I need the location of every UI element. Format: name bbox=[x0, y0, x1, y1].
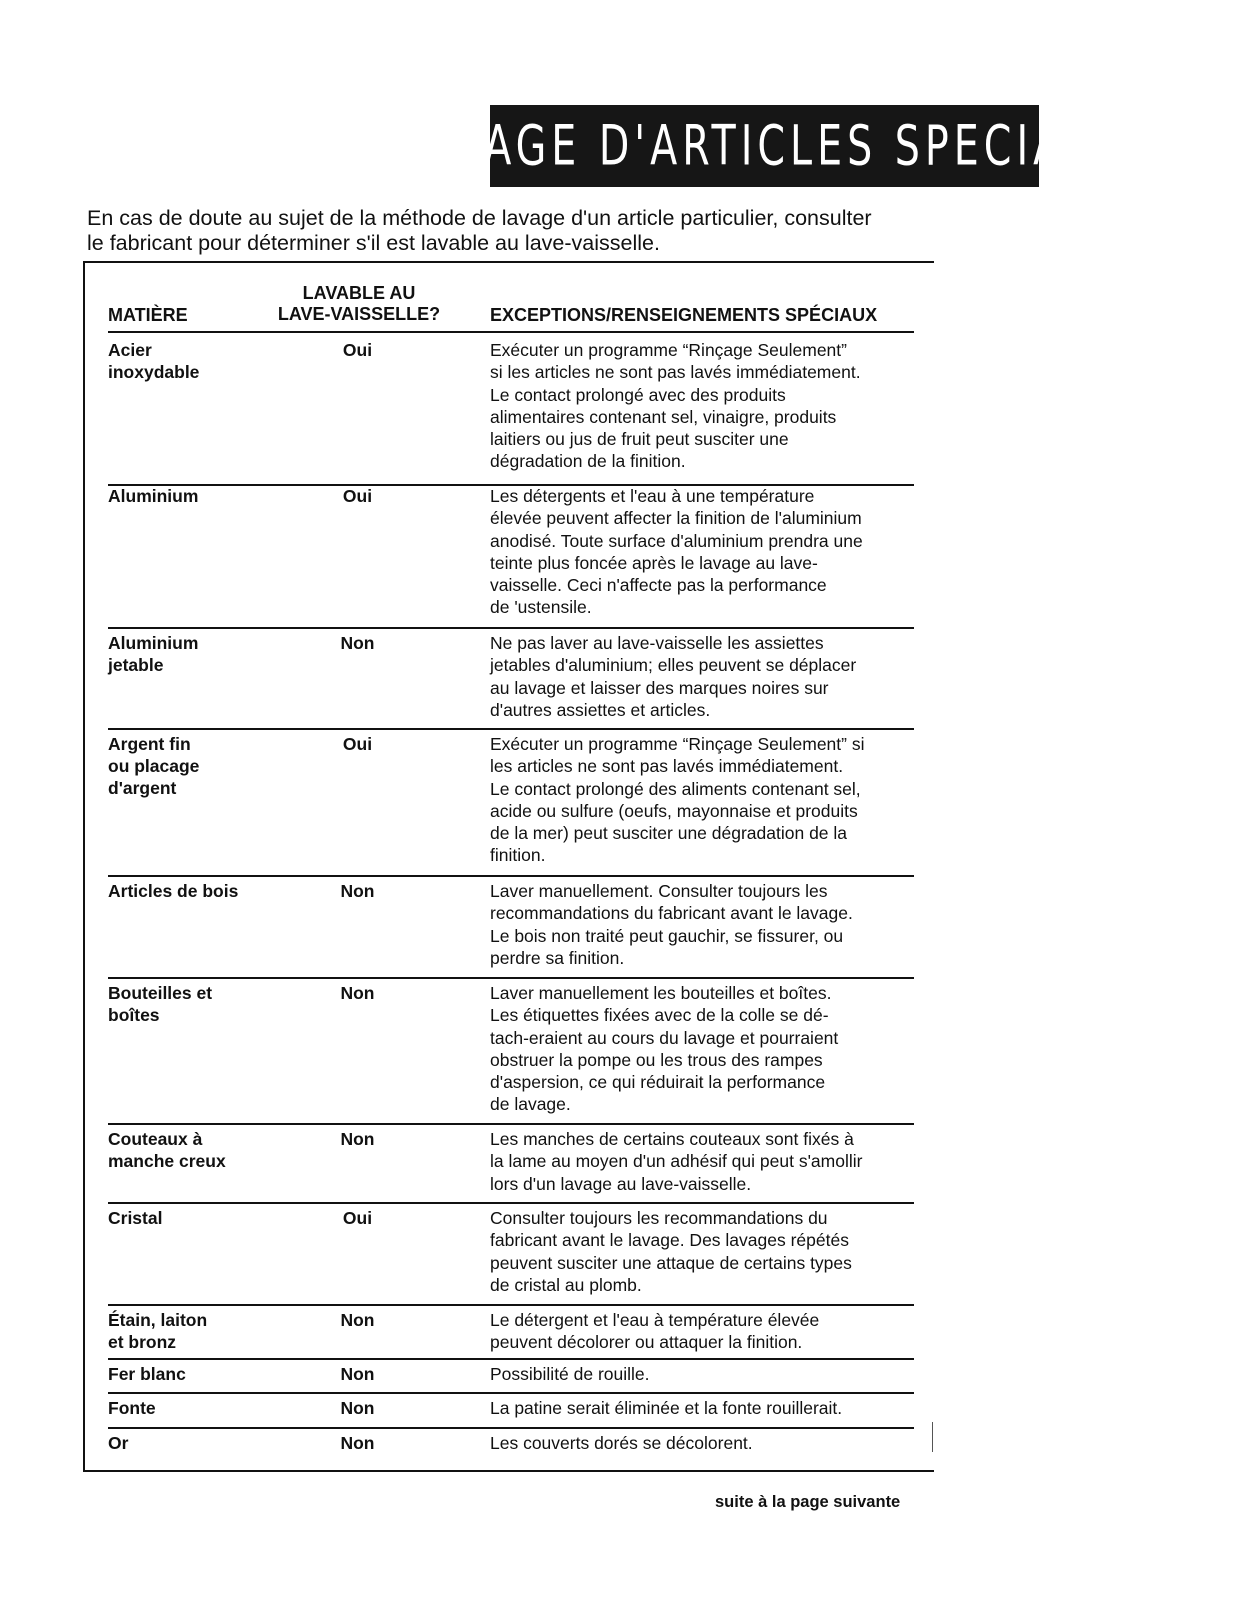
info-line: Possibilité de rouille. bbox=[490, 1364, 650, 1384]
row-divider bbox=[108, 1202, 914, 1204]
info-line: obstruer la pompe ou les trous des rampes bbox=[490, 1049, 823, 1070]
material-line: Cristal bbox=[108, 1208, 163, 1228]
material-line: Acier bbox=[108, 340, 152, 360]
info-line: lors d'un lavage au lave-vaisselle. bbox=[490, 1173, 752, 1194]
row-material bbox=[108, 632, 308, 676]
info-line: Exécuter un programme “Rinçage Seulement” si bbox=[490, 734, 865, 754]
intro-paragraph bbox=[87, 206, 987, 256]
material-line: Couteaux à bbox=[108, 1129, 203, 1149]
row-info bbox=[490, 485, 920, 619]
info-line: de cristal au plomb. bbox=[490, 1274, 642, 1295]
row-washable: Non bbox=[340, 881, 375, 901]
table-frame-top bbox=[83, 261, 934, 263]
material-line: manche creux bbox=[108, 1151, 226, 1171]
info-line: d'autres assiettes et articles. bbox=[490, 699, 711, 720]
info-line: de lavage. bbox=[490, 1094, 571, 1115]
info-line: Laver manuellement les bouteilles et boîtes. bbox=[490, 983, 832, 1003]
info-line: fabricant avant le lavage. Des lavages répétés bbox=[490, 1230, 849, 1251]
row-info bbox=[490, 733, 920, 867]
row-washable: Non bbox=[340, 1310, 375, 1330]
material-line: Fonte bbox=[108, 1398, 156, 1418]
info-line: Le détergent et l'eau à température élevée bbox=[490, 1310, 820, 1330]
row-material bbox=[108, 1397, 308, 1419]
info-line: finition. bbox=[490, 845, 546, 866]
info-line: au lavage et laisser des marques noires sur bbox=[490, 677, 829, 698]
info-line: teinte plus foncée après le lavage au lave- bbox=[490, 552, 818, 573]
info-line: Exécuter un programme “Rinçage Seulement” bbox=[490, 340, 847, 360]
row-material bbox=[108, 982, 308, 1026]
material-line: ou placage bbox=[108, 756, 200, 776]
row-washable: Non bbox=[340, 983, 375, 1003]
row-divider bbox=[108, 1427, 914, 1429]
material-line: Bouteilles et bbox=[108, 983, 213, 1003]
row-divider bbox=[108, 728, 914, 730]
continued-note: suite à la page suivante bbox=[715, 1493, 901, 1511]
info-line: alimentaires contenant sel, vinaigre, produits bbox=[490, 406, 837, 427]
info-line: recommandations du fabricant avant le lavage. bbox=[490, 903, 853, 924]
info-line: laitiers ou jus de fruit peut susciter une bbox=[490, 429, 789, 450]
row-material bbox=[108, 485, 308, 507]
material-line: Fer blanc bbox=[108, 1364, 186, 1384]
info-line: Les étiquettes fixées avec de la colle se dé- bbox=[490, 1005, 829, 1026]
info-line: Les détergents et l'eau à une température bbox=[490, 486, 815, 506]
info-line: acide ou sulfure (oeufs, mayonnaise et produits bbox=[490, 800, 858, 821]
material-line: Argent fin bbox=[108, 734, 191, 754]
header-washable-line: LAVABLE AU bbox=[302, 283, 416, 303]
row-material bbox=[108, 1309, 308, 1353]
row-material bbox=[108, 1363, 308, 1385]
info-line: Le bois non traité peut gauchir, se fissurer, ou bbox=[490, 925, 844, 946]
row-washable: Non bbox=[340, 1129, 375, 1149]
info-line: anodisé. Toute surface d'aluminium prendra une bbox=[490, 530, 863, 551]
row-info bbox=[490, 1309, 920, 1354]
info-line: Consulter toujours les recommandations du bbox=[490, 1208, 828, 1228]
info-line: d'aspersion, ce qui réduirait la performance bbox=[490, 1072, 826, 1093]
material-line: Or bbox=[108, 1433, 129, 1453]
header-washable-line: LAVE-VAISSELLE? bbox=[277, 304, 441, 324]
row-info bbox=[490, 1432, 920, 1454]
row-info bbox=[490, 982, 920, 1116]
row-divider bbox=[108, 977, 914, 979]
material-line: inoxydable bbox=[108, 362, 200, 382]
info-line: La patine serait éliminée et la fonte rouillerait. bbox=[490, 1398, 843, 1418]
row-info bbox=[490, 632, 920, 721]
row-divider bbox=[108, 1358, 914, 1360]
info-line: Le contact prolongé avec des produits bbox=[490, 384, 786, 405]
row-divider bbox=[108, 875, 914, 877]
row-info bbox=[490, 1397, 920, 1419]
info-line: Ne pas laver au lave-vaisselle les assiettes bbox=[490, 633, 824, 653]
table-frame-bottom bbox=[83, 1470, 934, 1472]
material-line: jetable bbox=[108, 655, 164, 675]
info-line: perdre sa finition. bbox=[490, 947, 625, 968]
info-line: Les manches de certains couteaux sont fixés à bbox=[490, 1129, 854, 1149]
info-line: Les couverts dorés se décolorent. bbox=[490, 1433, 753, 1453]
material-line: Aluminium bbox=[108, 633, 199, 653]
row-info bbox=[490, 1363, 920, 1385]
row-washable: Oui bbox=[342, 340, 373, 360]
header-material: MATIÈRE bbox=[108, 305, 188, 325]
info-line: de la mer) peut susciter une dégradation de la bbox=[490, 823, 848, 844]
row-material bbox=[108, 1432, 308, 1454]
info-line: peuvent susciter une attaque de certains types bbox=[490, 1252, 852, 1273]
info-line: Laver manuellement. Consulter toujours les bbox=[490, 881, 828, 901]
row-divider bbox=[108, 1304, 914, 1306]
header-washable bbox=[268, 283, 450, 325]
row-divider bbox=[108, 627, 914, 629]
page-title: LAVAGE D'ARTICLES SPECIAUX bbox=[397, 114, 1132, 178]
row-material bbox=[108, 1207, 308, 1229]
info-line: dégradation de la finition. bbox=[490, 451, 686, 472]
material-line: d'argent bbox=[108, 778, 177, 798]
row-material bbox=[108, 880, 308, 902]
table-frame-left bbox=[83, 261, 85, 1472]
row-washable: Non bbox=[340, 1364, 375, 1384]
row-washable: Non bbox=[340, 1433, 375, 1453]
row-material bbox=[108, 1128, 308, 1172]
title-banner bbox=[397, 105, 1132, 187]
header-rule bbox=[108, 331, 914, 333]
table-frame-right bbox=[932, 1422, 933, 1452]
row-info bbox=[490, 880, 920, 969]
info-line: si les articles ne sont pas lavés immédiatement. bbox=[490, 362, 861, 383]
info-line: jetables d'aluminium; elles peuvent se déplacer bbox=[490, 655, 857, 676]
info-line: élevée peuvent affecter la finition de l'aluminium bbox=[490, 508, 862, 529]
info-line: vaisselle. Ceci n'affecte pas la performance bbox=[490, 575, 827, 596]
info-line: tach-eraient au cours du lavage et pourraient bbox=[490, 1027, 839, 1048]
info-line: les articles ne sont pas lavés immédiatement. bbox=[490, 756, 844, 777]
intro-line: En cas de doute au sujet de la méthode de lavage d'un article particulier, consulter bbox=[87, 206, 872, 230]
info-line: Le contact prolongé des aliments contenant sel, bbox=[490, 778, 861, 799]
row-material bbox=[108, 339, 308, 383]
material-line: Aluminium bbox=[108, 486, 199, 506]
row-info bbox=[490, 339, 920, 473]
material-line: boîtes bbox=[108, 1005, 160, 1025]
row-divider bbox=[108, 1392, 914, 1394]
intro-line: le fabricant pour déterminer s'il est lavable au lave-vaisselle. bbox=[87, 231, 660, 255]
info-line: de 'ustensile. bbox=[490, 597, 592, 618]
row-washable: Oui bbox=[342, 486, 373, 506]
header-exceptions: EXCEPTIONS/RENSEIGNEMENTS SPÉCIAUX bbox=[490, 305, 878, 325]
row-info bbox=[490, 1207, 920, 1296]
row-washable: Non bbox=[340, 633, 375, 653]
info-line: la lame au moyen d'un adhésif qui peut s'amollir bbox=[490, 1151, 863, 1172]
row-info bbox=[490, 1128, 920, 1195]
row-material bbox=[108, 733, 308, 799]
row-divider bbox=[108, 1123, 914, 1125]
info-line: peuvent décolorer ou attaquer la finition. bbox=[490, 1332, 803, 1353]
row-washable: Oui bbox=[342, 734, 373, 754]
material-line: Étain, laiton bbox=[108, 1310, 208, 1330]
row-washable: Non bbox=[340, 1398, 375, 1418]
material-line: et bronz bbox=[108, 1332, 177, 1352]
row-washable: Oui bbox=[342, 1208, 373, 1228]
material-line: Articles de bois bbox=[108, 881, 239, 901]
